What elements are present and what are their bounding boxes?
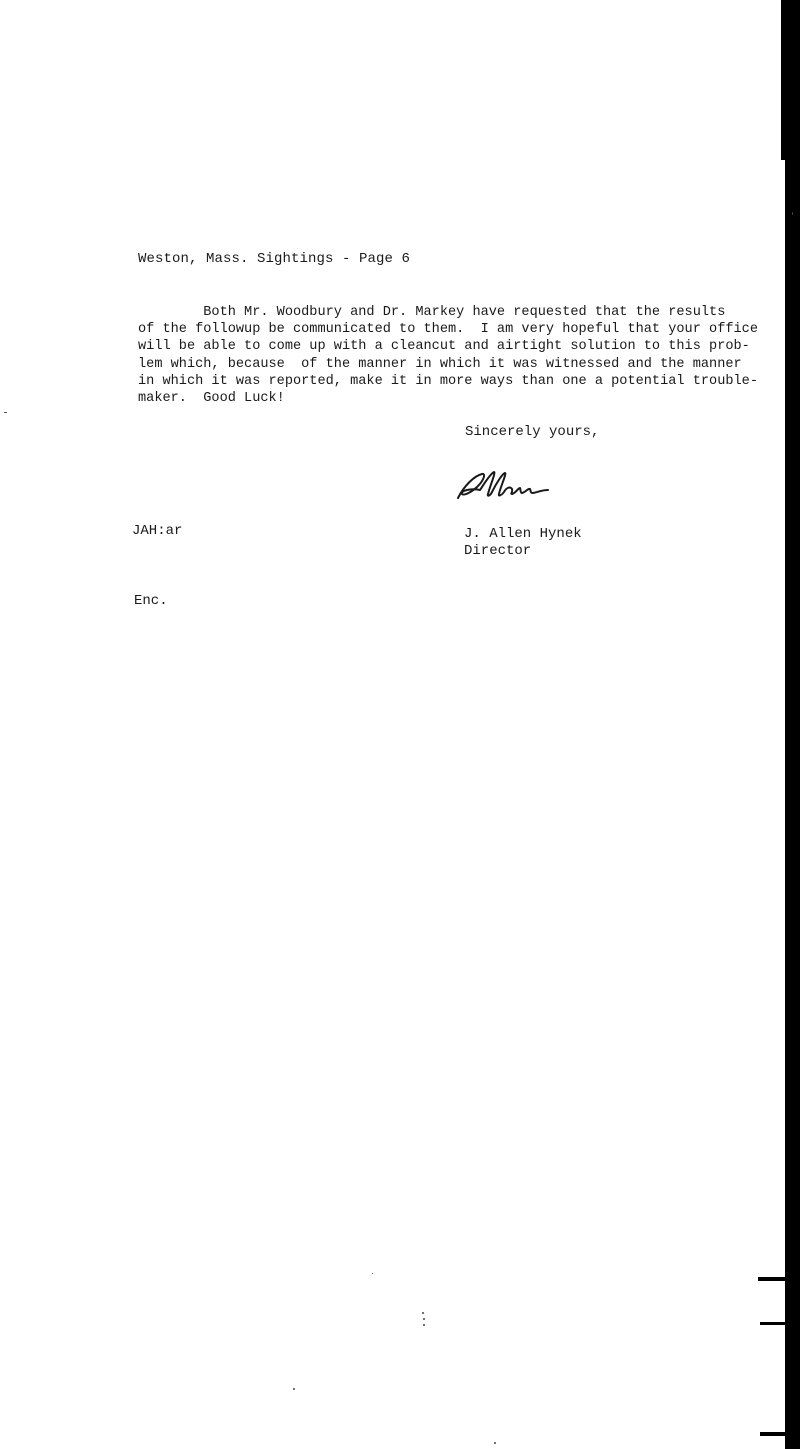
scan-speck — [423, 1318, 425, 1320]
scan-edge-bar — [781, 0, 800, 160]
scan-speck — [792, 212, 793, 215]
scan-edge-mark — [788, 1333, 800, 1336]
scan-edge-mark — [760, 1432, 788, 1436]
body-line: Both Mr. Woodbury and Dr. Markey have requested that the results — [138, 305, 726, 320]
scan-speck — [422, 1312, 424, 1314]
page-header: Weston, Mass. Sightings - Page 6 — [138, 251, 411, 267]
enclosure-note: Enc. — [134, 593, 168, 609]
scan-speck — [423, 1324, 425, 1326]
body-line: of the followup be communicated to them. I am very hopeful that your office — [138, 322, 758, 338]
handwritten-signature — [450, 466, 560, 506]
scan-speck — [293, 1388, 295, 1390]
body-line: maker. Good Luck! — [138, 391, 285, 407]
body-line: will be able to come up with a cleancut and airtight solution to this prob- — [138, 339, 750, 355]
scan-edge-mark — [760, 1322, 788, 1325]
scan-speck — [494, 1442, 496, 1444]
body-line: in which it was reported, make it in more ways than one a potential trouble- — [138, 373, 758, 389]
typist-initials: JAH:ar — [132, 523, 183, 539]
signer-block — [464, 526, 582, 560]
scan-edge-bar — [785, 160, 800, 1449]
letter-body — [138, 304, 758, 407]
scan-speck — [372, 1273, 373, 1274]
signer-title: Director — [464, 543, 532, 559]
body-line: lem which, because of the manner in which it was witnessed and the manner — [138, 356, 742, 372]
scan-edge-mark — [758, 1277, 788, 1281]
signer-name: J. Allen Hynek — [464, 526, 582, 542]
scan-speck — [4, 412, 7, 413]
closing-salutation: Sincerely yours, — [465, 424, 600, 440]
